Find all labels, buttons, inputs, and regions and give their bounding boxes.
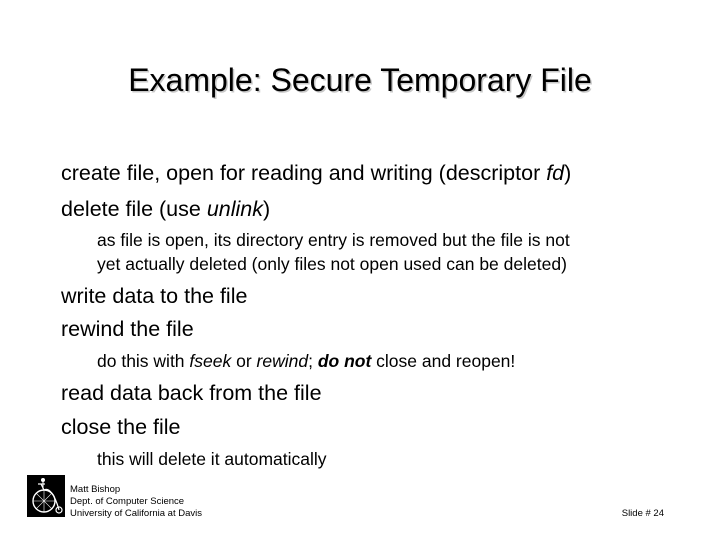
text-run: ; — [308, 351, 318, 371]
text-run: ) — [263, 197, 271, 221]
text-run: rewind the file — [61, 317, 194, 341]
text-run-italic: fseek — [189, 351, 232, 371]
text-run-italic: rewind — [256, 351, 309, 371]
text-run: close the file — [61, 415, 181, 439]
author-name: Matt Bishop — [70, 484, 121, 495]
bicycle-icon — [27, 475, 65, 517]
text-run: or — [231, 351, 257, 371]
text-run: write data to the file — [61, 284, 248, 308]
text-run-bold-italic: do not — [317, 351, 372, 371]
author-institution: University of California at Davis — [70, 508, 202, 519]
text-run: create file, open for reading and writing (descriptor — [61, 161, 547, 185]
text-run-italic: unlink — [206, 197, 263, 221]
text-run: this will delete it automatically — [97, 449, 327, 469]
text-run: as file is open, its directory entry is removed but the file is not — [97, 230, 570, 250]
text-run: do this with — [97, 351, 190, 371]
text-run-italic: fd — [546, 161, 565, 185]
text-run: yet actually deleted (only files not open used can be deleted) — [97, 254, 567, 274]
slide-number: Slide # 24 — [621, 508, 664, 519]
text-run: delete file (use — [61, 197, 207, 221]
penny-farthing-bicycle-logo — [27, 475, 65, 517]
author-block — [70, 484, 202, 520]
text-run: read data back from the file — [61, 381, 322, 405]
text-run: close and reopen! — [371, 351, 516, 371]
author-department: Dept. of Computer Science — [70, 496, 185, 507]
text-run: ) — [564, 161, 572, 185]
slide-title: Example: Secure Temporary File — [128, 62, 592, 98]
